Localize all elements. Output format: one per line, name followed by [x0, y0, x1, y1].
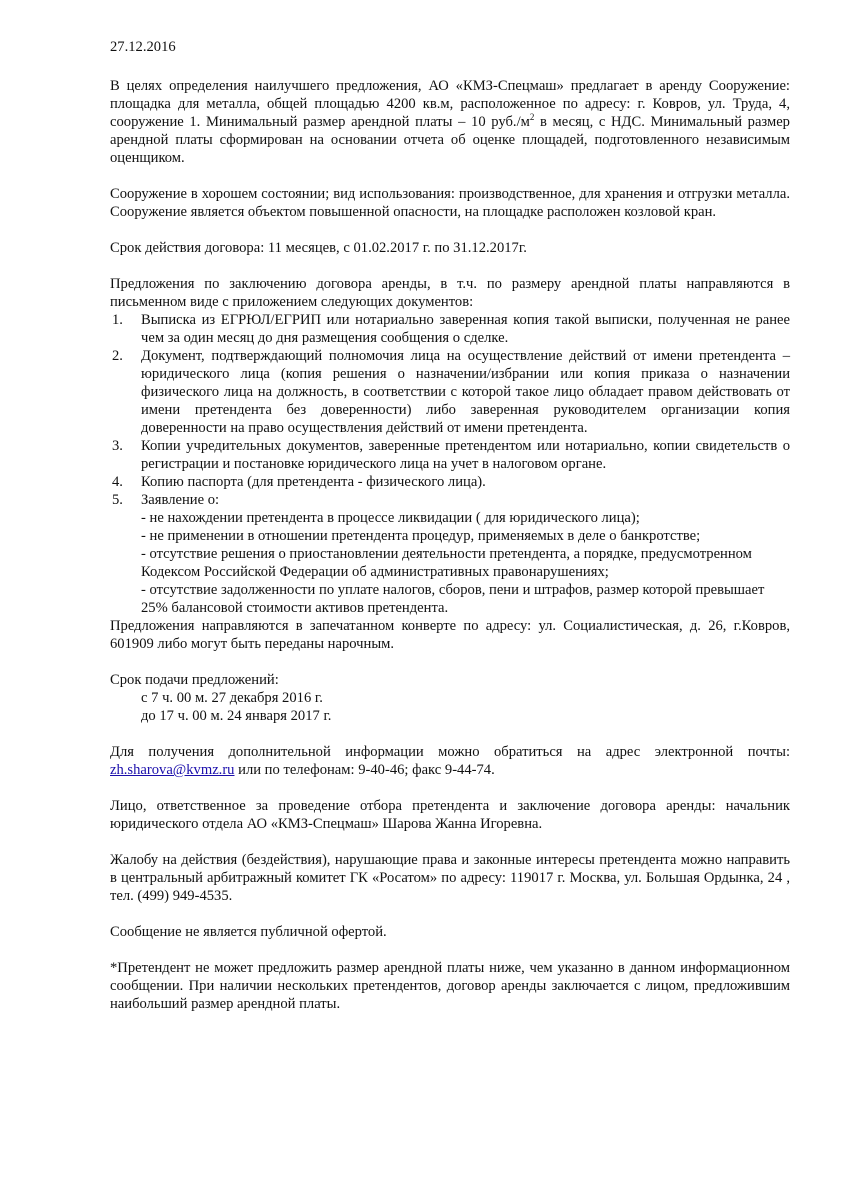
email-link[interactable]: zh.sharova@kvmz.ru [110, 762, 235, 778]
list-item-text: Копии учредительных документов, заверенные претендентом или нотариально, копии свидетельств о регистрации и постановке юридического лица на учет в налоговом органе. [141, 438, 790, 472]
deadline-to: до 17 ч. 00 м. 24 января 2017 г. [141, 708, 332, 724]
statement-item: - отсутствие задолженности по уплате налогов, сборов, пени и штрафов, размер которой превышает 25% балансовой стоимости активов претендента. [141, 582, 765, 616]
list-item [110, 347, 790, 437]
list-item-number: 5. [112, 492, 123, 508]
list-item [110, 491, 790, 617]
intro-text-part1: В целях определения наилучшего предложения, АО «КМЗ-Спецмаш» предлагает в аренду Сооружение: площадка для металла, общей площадью 4200 кв.м, расположенное по адресу: г. Ковров, ул. Труда, 4, сооружение 1. Минимальный размер арендной платы – 10 руб./м [110, 78, 790, 130]
deadline-title: Срок подачи предложений: [110, 672, 279, 688]
not-offer-paragraph: Сообщение не является публичной офертой. [110, 924, 387, 940]
list-item [110, 311, 790, 347]
list-item-text: Документ, подтверждающий полномочия лица на осуществление действий от имени претендента – юридического лица (копия решения о назначении/избрании или копия приказа о назначении физического лица на должность, в соответствии с которой такое лицо обладает правом действовать от имени претендента без доверенности) либо заверенная руководителем организации копия доверенности на право осуществления действий от имени претендента. [141, 348, 790, 436]
intro-text-part2: в месяц, с НДС. Минимальный размер арендной платы сформирован на основании отчета об оценке площадей, подготовленного независимым оценщиком. [110, 114, 790, 166]
footnote-paragraph: *Претендент не может предложить размер арендной платы ниже, чем указанно в данном информационном сообщении. При наличии нескольких претендентов, договор аренды заключается с лицом, предложившим наибольший размер арендной платы. [110, 960, 790, 1012]
document-date: 27.12.2016 [110, 39, 176, 55]
condition-paragraph: Сооружение в хорошем состоянии; вид использования: производственное, для хранения и отгрузки металла. Сооружение является объектом повышенной опасности, на площадке расположен козловой кран. [110, 186, 790, 220]
contact-lead: Для получения дополнительной информации можно обратиться на адрес электронной почты: [110, 744, 790, 760]
list-item-number: 1. [112, 312, 123, 328]
delivery-paragraph: Предложения направляются в запечатанном конверте по адресу: ул. Социалистическая, д. 26, г.Ковров, 601909 либо могут быть переданы нарочным. [110, 618, 790, 652]
documents-intro: Предложения по заключению договора аренды, в т.ч. по размеру арендной платы направляются в письменном виде с приложением следующих документов: [110, 276, 790, 310]
statement-item: - не нахождении претендента в процессе ликвидации ( для юридического лица); [141, 510, 640, 526]
deadline-from: с 7 ч. 00 м. 27 декабря 2016 г. [141, 690, 323, 706]
list-item [110, 473, 790, 491]
list-item-text: Выписка из ЕГРЮЛ/ЕГРИП или нотариально заверенная копия такой выписки, полученная не ранее чем за один месяц до дня размещения сообщения о сделке. [141, 312, 790, 346]
contact-phones: или по телефонам: 9-40-46; факс 9-44-74. [234, 762, 495, 778]
intro-paragraph [110, 77, 790, 167]
documents-list [110, 311, 790, 617]
responsible-paragraph: Лицо, ответственное за проведение отбора претендента и заключение договора аренды: начальник юридического отдела АО «КМЗ-Спецмаш» Шарова Жанна Игоревна. [110, 798, 790, 832]
deadline-block [110, 671, 790, 725]
list-item-text: Заявление о: [141, 492, 220, 508]
statement-item: - отсутствие решения о приостановлении деятельности претендента, а порядке, предусмотренном Кодексом Российской Федерации об административных правонарушениях; [141, 546, 752, 580]
list-item-number: 4. [112, 474, 123, 490]
list-item-number: 2. [112, 348, 123, 364]
list-item-number: 3. [112, 438, 123, 454]
list-item [110, 437, 790, 473]
complaint-paragraph: Жалобу на действия (бездействия), нарушающие права и законные интересы претендента можно направить в центральный арбитражный комитет ГК «Росатом» по адресу: 119017 г. Москва, ул. Большая Ордынка, 24 , тел. (499) 949-4535. [110, 852, 790, 904]
term-paragraph: Срок действия договора: 11 месяцев, с 01.02.2017 г. по 31.12.2017г. [110, 240, 527, 256]
list-item-text: Копию паспорта (для претендента - физического лица). [141, 474, 486, 490]
statement-item: - не применении в отношении претендента процедур, применяемых в деле о банкротстве; [141, 528, 701, 544]
square-meter-superscript: 2 [529, 112, 535, 123]
contact-paragraph [110, 743, 790, 779]
